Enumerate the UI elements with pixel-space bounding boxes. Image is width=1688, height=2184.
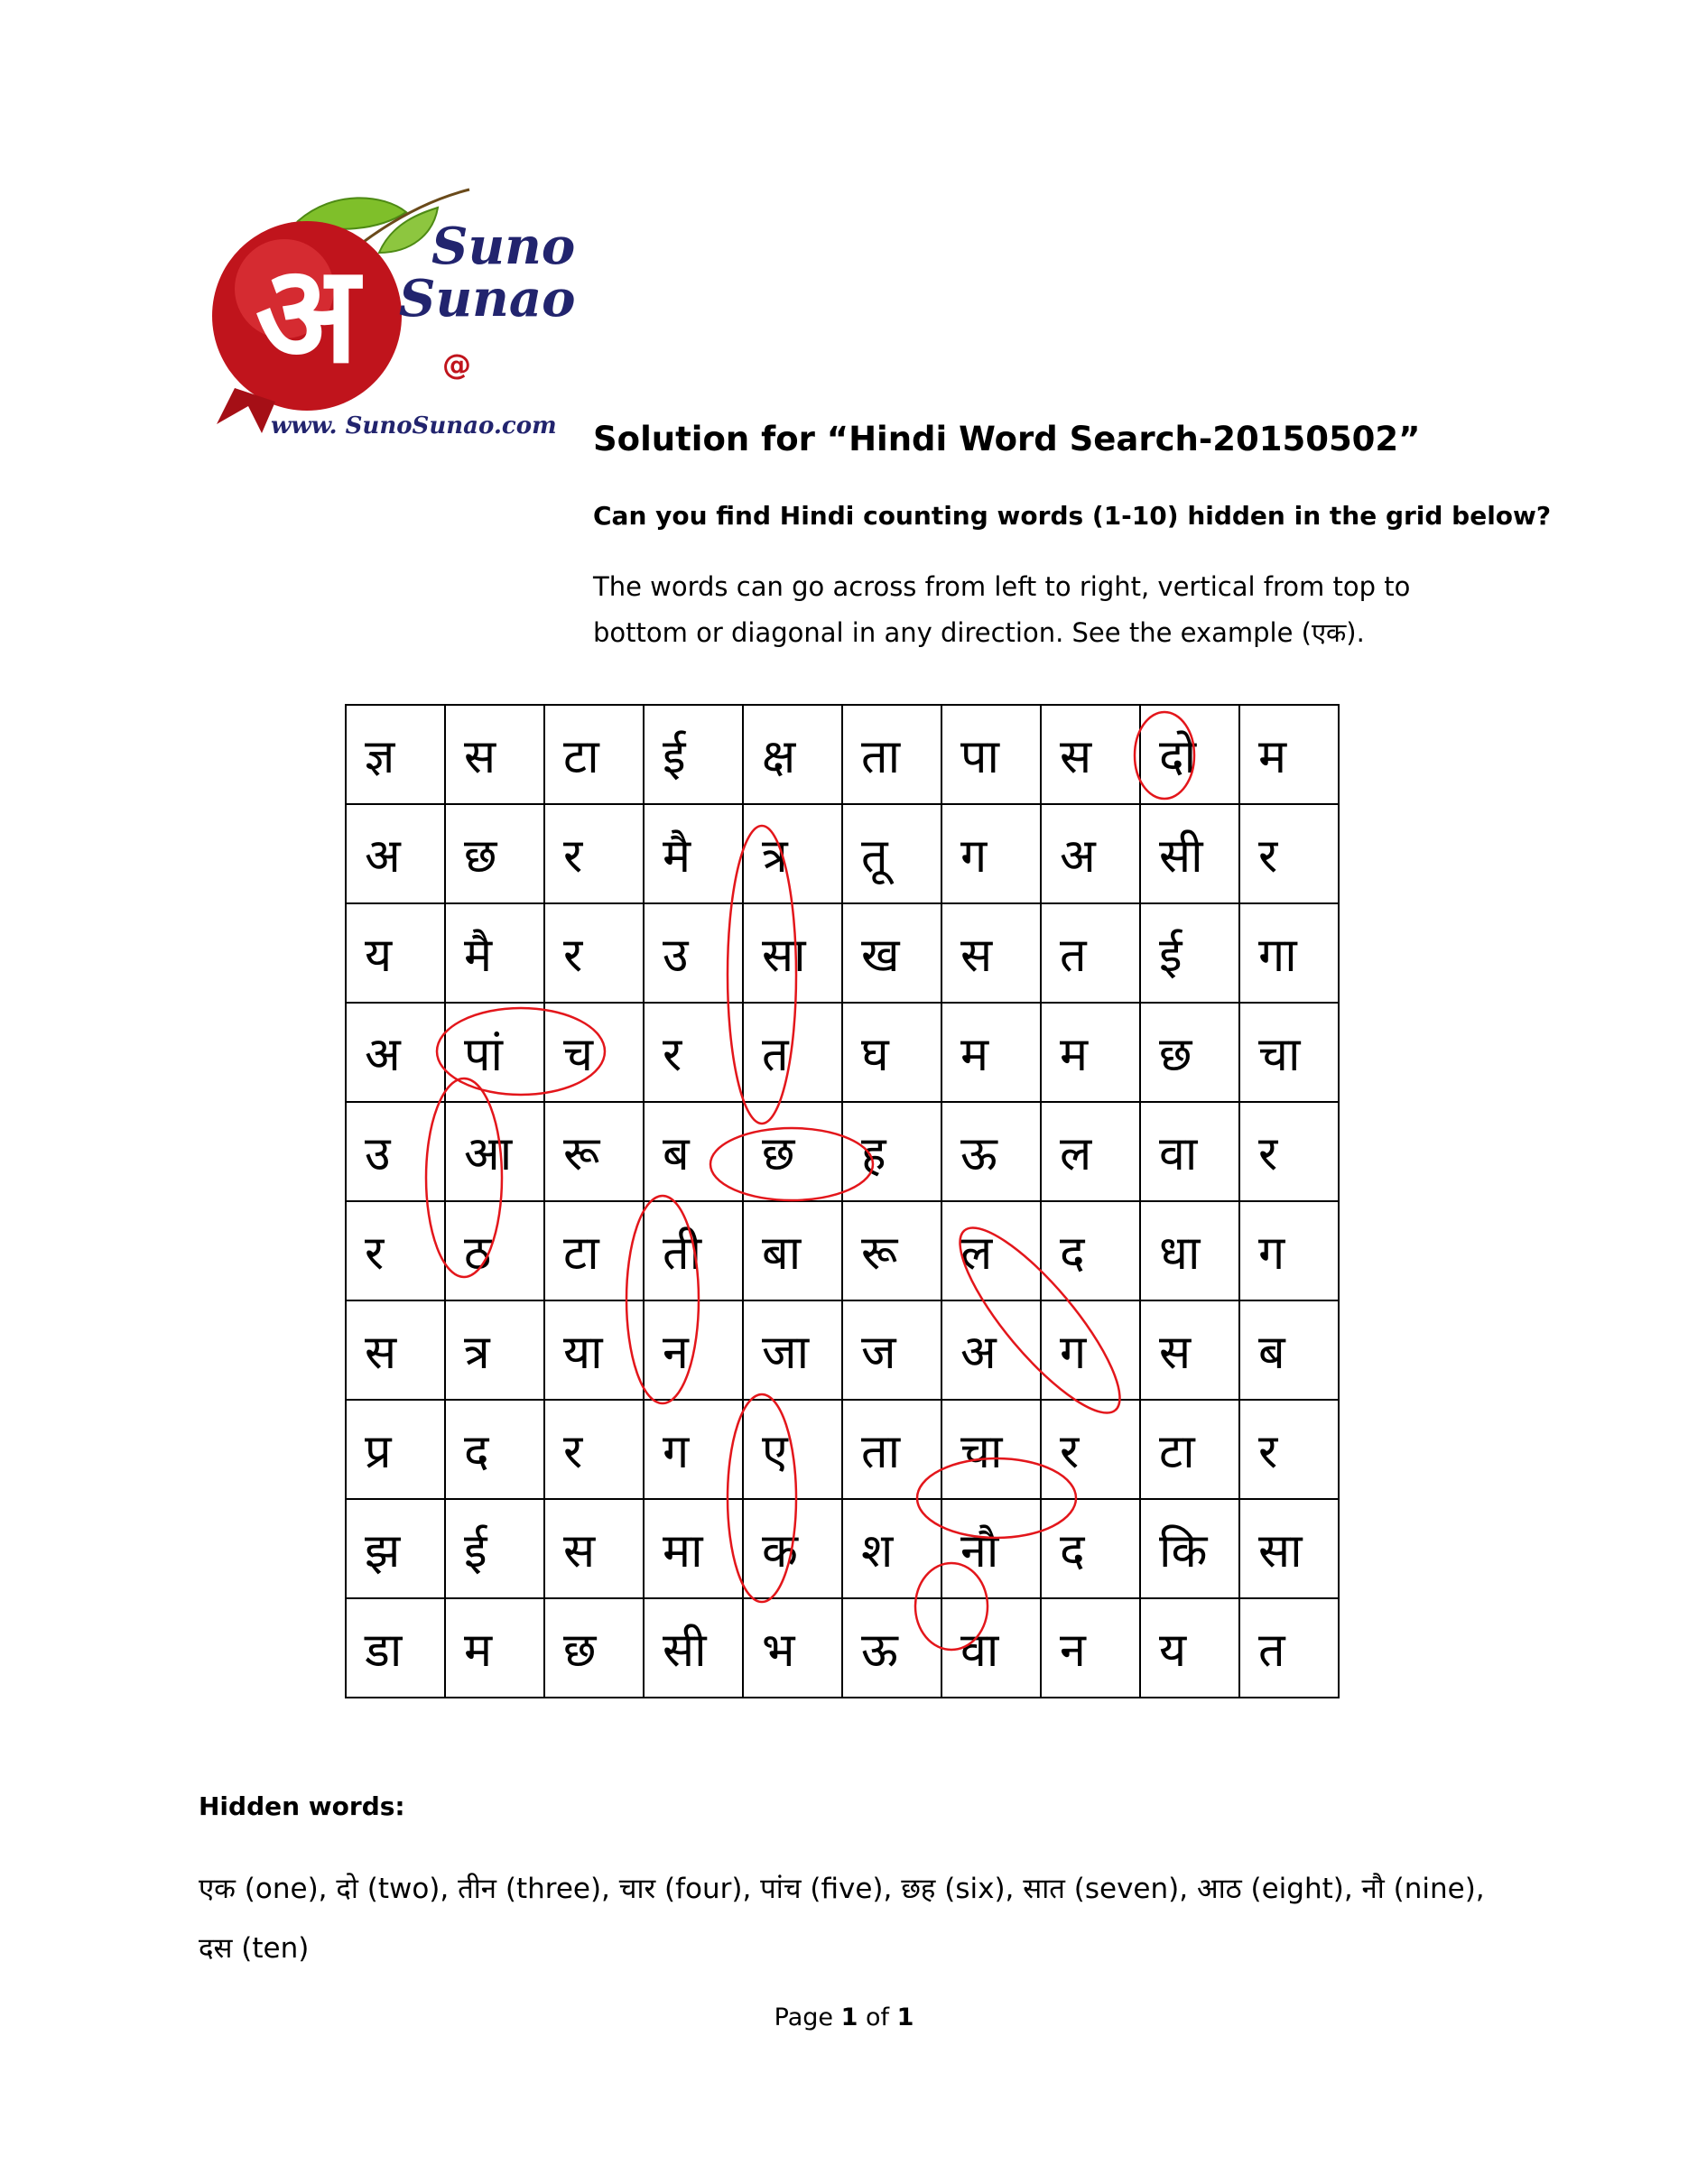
footer-prefix: Page bbox=[774, 2004, 841, 2031]
grid-cell: द bbox=[1041, 1499, 1140, 1598]
grid-cell: ग bbox=[1239, 1201, 1339, 1300]
grid-cell: मा bbox=[644, 1499, 743, 1598]
grid-cell: पां bbox=[445, 1003, 544, 1102]
grid-cell: सा bbox=[1239, 1499, 1339, 1598]
word-search-grid bbox=[345, 704, 1338, 1697]
hidden-words-list: एक (one), दो (two), तीन (three), चार (four), पांच (five), छह (six), सात (seven), आठ (eight), नौ (nine), दस (ten) bbox=[199, 1873, 1485, 1965]
grid-cell: द bbox=[1041, 1201, 1140, 1300]
grid-cell: स bbox=[445, 705, 544, 804]
grid-cell: गा bbox=[1239, 903, 1339, 1003]
grid-cell: स bbox=[544, 1499, 644, 1598]
grid-cell: र bbox=[544, 804, 644, 903]
grid-cell: पा bbox=[941, 705, 1041, 804]
grid-cell: र bbox=[346, 1201, 445, 1300]
grid-cell: ता bbox=[842, 1400, 941, 1499]
grid-cell: बा bbox=[743, 1201, 842, 1300]
grid-cell: ग bbox=[1041, 1300, 1140, 1400]
grid-cell: त bbox=[1041, 903, 1140, 1003]
grid-cell: स bbox=[941, 903, 1041, 1003]
grid-cell: न bbox=[644, 1300, 743, 1400]
grid-cell: छ bbox=[1140, 1003, 1239, 1102]
grid-row bbox=[346, 903, 1339, 1003]
grid-cell: अ bbox=[346, 804, 445, 903]
logo-letter: अ bbox=[255, 236, 359, 393]
grid-cell: य bbox=[1140, 1598, 1239, 1698]
grid-cell: ई bbox=[1140, 903, 1239, 1003]
grid-row bbox=[346, 1003, 1339, 1102]
grid-row bbox=[346, 1201, 1339, 1300]
grid-cell: रू bbox=[544, 1102, 644, 1201]
grid-cell: अ bbox=[346, 1003, 445, 1102]
grid-cell: क bbox=[743, 1499, 842, 1598]
grid-cell: र bbox=[544, 903, 644, 1003]
grid-cell: र bbox=[1239, 1400, 1339, 1499]
grid-cell: रू bbox=[842, 1201, 941, 1300]
grid-cell: ज bbox=[842, 1300, 941, 1400]
grid-cell: टा bbox=[544, 705, 644, 804]
grid-cell: स bbox=[1140, 1300, 1239, 1400]
grid-cell: उ bbox=[346, 1102, 445, 1201]
grid-cell: सी bbox=[644, 1598, 743, 1698]
grid-cell: ई bbox=[445, 1499, 544, 1598]
footer-total-pages: 1 bbox=[896, 2004, 914, 2031]
grid-cell: आ bbox=[445, 1102, 544, 1201]
hidden-words-label: Hidden words: bbox=[199, 1791, 405, 1821]
grid-cell: र bbox=[644, 1003, 743, 1102]
grid-cell: झ bbox=[346, 1499, 445, 1598]
grid-cell: ग bbox=[644, 1400, 743, 1499]
grid-cell: ठ bbox=[445, 1201, 544, 1300]
grid-cell: या bbox=[544, 1300, 644, 1400]
grid-cell: क्ष bbox=[743, 705, 842, 804]
grid-cell: ल bbox=[1041, 1102, 1140, 1201]
grid-cell: कि bbox=[1140, 1499, 1239, 1598]
grid-row bbox=[346, 1499, 1339, 1598]
grid-cell: म bbox=[445, 1598, 544, 1698]
grid-cell: अ bbox=[941, 1300, 1041, 1400]
grid-cell: य bbox=[346, 903, 445, 1003]
grid-cell: अ bbox=[1041, 804, 1140, 903]
grid-cell: ऊ bbox=[842, 1598, 941, 1698]
grid-cell: जा bbox=[743, 1300, 842, 1400]
grid-cell: छ bbox=[445, 804, 544, 903]
grid-cell: टा bbox=[544, 1201, 644, 1300]
grid-cell: ए bbox=[743, 1400, 842, 1499]
footer-middle: of bbox=[858, 2004, 897, 2031]
grid-cell: दो bbox=[1140, 705, 1239, 804]
grid-cell: त bbox=[743, 1003, 842, 1102]
grid-cell: म bbox=[941, 1003, 1041, 1102]
grid-cell: ता bbox=[842, 705, 941, 804]
grid-cell: ई bbox=[644, 705, 743, 804]
grid-cell: ग bbox=[941, 804, 1041, 903]
puzzle-question: Can you find Hindi counting words (1-10) hidden in the grid below? bbox=[593, 501, 1552, 531]
grid-cell: चा bbox=[941, 1400, 1041, 1499]
grid-cell: नौ bbox=[941, 1499, 1041, 1598]
logo-at: @ bbox=[442, 347, 471, 382]
grid-row bbox=[346, 1300, 1339, 1400]
page-footer bbox=[0, 2004, 1688, 2031]
grid-cell: र bbox=[1239, 804, 1339, 903]
grid-cell: त्र bbox=[743, 804, 842, 903]
grid-cell: छ bbox=[544, 1598, 644, 1698]
grid-cell: ल bbox=[941, 1201, 1041, 1300]
logo-url: www. SunoSunao.com bbox=[271, 412, 557, 440]
grid-cell: र bbox=[1041, 1400, 1140, 1499]
grid-cell: घ bbox=[842, 1003, 941, 1102]
grid-cell: छ bbox=[743, 1102, 842, 1201]
grid-cell: डा bbox=[346, 1598, 445, 1698]
grid-cell: मै bbox=[445, 903, 544, 1003]
grid-cell: वा bbox=[941, 1598, 1041, 1698]
grid-cell: स bbox=[1041, 705, 1140, 804]
grid-cell: सा bbox=[743, 903, 842, 1003]
grid-table bbox=[345, 704, 1340, 1698]
footer-current-page: 1 bbox=[840, 2004, 858, 2031]
page-title: Solution for “Hindi Word Search-20150502” bbox=[593, 420, 1421, 458]
grid-cell: उ bbox=[644, 903, 743, 1003]
grid-cell: सी bbox=[1140, 804, 1239, 903]
grid-cell: ब bbox=[644, 1102, 743, 1201]
grid-cell: र bbox=[544, 1400, 644, 1499]
grid-row bbox=[346, 1598, 1339, 1698]
grid-cell: द bbox=[445, 1400, 544, 1499]
grid-cell: ऊ bbox=[941, 1102, 1041, 1201]
grid-cell: श bbox=[842, 1499, 941, 1598]
grid-cell: तू bbox=[842, 804, 941, 903]
grid-cell: भ bbox=[743, 1598, 842, 1698]
grid-cell: टा bbox=[1140, 1400, 1239, 1499]
grid-cell: त्र bbox=[445, 1300, 544, 1400]
grid-cell: चा bbox=[1239, 1003, 1339, 1102]
logo-sunao: Sunao bbox=[399, 269, 576, 329]
grid-row bbox=[346, 705, 1339, 804]
grid-cell: वा bbox=[1140, 1102, 1239, 1201]
grid-cell: धा bbox=[1140, 1201, 1239, 1300]
grid-cell: र bbox=[1239, 1102, 1339, 1201]
grid-row bbox=[346, 1400, 1339, 1499]
grid-cell: ह bbox=[842, 1102, 941, 1201]
grid-cell: ज्ञ bbox=[346, 705, 445, 804]
grid-cell: म bbox=[1239, 705, 1339, 804]
grid-cell: मै bbox=[644, 804, 743, 903]
puzzle-instructions: The words can go across from left to right, vertical from top to bottom or diagonal in any direction. See the example (एक). bbox=[593, 571, 1411, 648]
grid-row bbox=[346, 1102, 1339, 1201]
grid-cell: च bbox=[544, 1003, 644, 1102]
grid-cell: ख bbox=[842, 903, 941, 1003]
grid-cell: ती bbox=[644, 1201, 743, 1300]
grid-row bbox=[346, 804, 1339, 903]
logo-suno: Suno bbox=[431, 217, 576, 276]
grid-cell: प्र bbox=[346, 1400, 445, 1499]
grid-cell: ब bbox=[1239, 1300, 1339, 1400]
grid-cell: म bbox=[1041, 1003, 1140, 1102]
grid-cell: न bbox=[1041, 1598, 1140, 1698]
suno-sunao-logo bbox=[199, 180, 578, 451]
grid-cell: स bbox=[346, 1300, 445, 1400]
grid-cell: त bbox=[1239, 1598, 1339, 1698]
